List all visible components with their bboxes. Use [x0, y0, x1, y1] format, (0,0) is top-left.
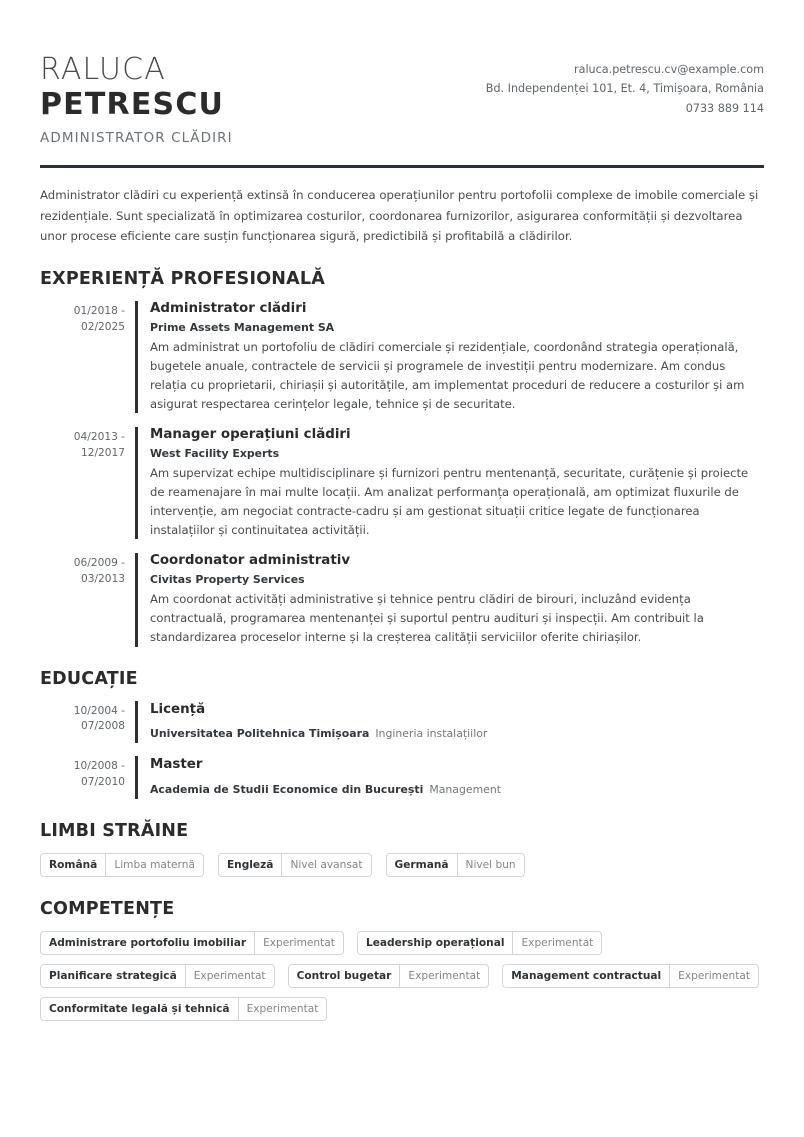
date-start: 01/2018 - [73, 305, 125, 318]
language-name: Germană [394, 858, 449, 871]
timeline-bar [135, 701, 138, 744]
entry-dates [40, 301, 135, 413]
first-name: RALUCA [40, 52, 166, 87]
language-chip [218, 853, 372, 877]
date-end: 12/2017 [80, 446, 125, 459]
contact-address: Bd. Independenței 101, Et. 4, Timișoara, România [485, 82, 764, 96]
language-chip [386, 853, 525, 877]
skill-chip-list [40, 931, 764, 1021]
experience-entry [40, 553, 764, 646]
skill-level: Experimentat [254, 932, 343, 954]
language-level: Nivel avansat [281, 854, 370, 876]
language-name: Engleză [226, 858, 274, 871]
skill-chip [40, 997, 327, 1021]
education-entry [40, 756, 764, 799]
cv-header [40, 40, 764, 146]
education-detail-line [150, 778, 764, 799]
entry-dates [40, 701, 135, 744]
experience-entry [40, 427, 764, 539]
date-end: 03/2013 [80, 572, 125, 585]
education-institution: Academia de Studii Economice din București [150, 782, 424, 796]
date-start: 10/2004 - [73, 704, 125, 717]
entry-description: Am supervizat echipe multidisciplinare și furnizori pentru mentenanță, securitate, curățenie și proiecte de reamenajare în mai multe locații. Am analizat performanța operațională, am optimizat fluxurile de intervenție, am negociat contracte-cadru și am gestionat situații critice legate de funcționarea instalațiilor și continuitatea activității. [150, 466, 749, 537]
skill-level: Experimentat [238, 998, 327, 1020]
entry-description: Am administrat un portofoliu de clădiri comerciale și rezidențiale, coordonând strategia operațională, bugetele anuale, contractele de servicii și programele de investiții pentru modernizare. Am condus relația cu proprietarii, chiriașii și autoritățile, am implementat proceduri de reducere a costurilor și am asigurat respectarea cerințelor legale, tehnice și de securitate. [150, 340, 745, 411]
skill-chip [40, 964, 275, 988]
experience-entry [40, 301, 764, 413]
education-institution: Universitatea Politehnica Timișoara [150, 727, 370, 741]
section-title-skills: COMPETENȚE [40, 898, 175, 919]
skill-name: Conformitate legală și tehnică [49, 1002, 230, 1015]
skill-name: Planificare strategică [49, 969, 177, 982]
education-degree: Master [150, 757, 203, 773]
entry-dates [40, 756, 135, 799]
date-end: 02/2025 [80, 320, 125, 333]
skill-chip [288, 964, 490, 988]
section-title-experience: EXPERIENȚĂ PROFESIONALĂ [40, 269, 325, 290]
entry-body [150, 701, 764, 744]
identity-block [40, 52, 233, 146]
language-level: Nivel bun [457, 854, 524, 876]
header-divider [40, 165, 764, 168]
entry-body [150, 301, 764, 413]
entry-role: Manager operațiuni clădiri [150, 427, 351, 443]
entry-role: Coordonator administrativ [150, 553, 351, 569]
date-end: 07/2008 [80, 719, 125, 732]
language-chip [40, 853, 204, 877]
entry-body [150, 553, 764, 646]
education-field: Ingineria instalațiilor [375, 727, 488, 741]
date-start: 10/2008 - [73, 760, 125, 773]
language-name: Română [49, 858, 98, 871]
skill-name: Control bugetar [296, 969, 392, 982]
entry-organization: Prime Assets Management SA [150, 321, 335, 335]
education-degree: Licență [150, 701, 206, 717]
skill-name: Administrare portofoliu imobiliar [49, 936, 247, 949]
education-field: Management [429, 782, 502, 796]
entry-body [150, 756, 764, 799]
entry-role: Administrator clădiri [150, 301, 307, 317]
professional-summary: Administrator clădiri cu experiență extinsă în conducerea operațiunilor pentru portofolii complexe de imobile comerciale și rezidențiale. Sunt specializată în optimizarea costurilor, coordonarea furnizorilor, asigurarea conformității și dezvoltarea unor procese eficiente care susțin funcționarea sigură, predictibilă și profitabilă a clădirilor. [40, 187, 759, 244]
job-title: ADMINISTRATOR CLĂDIRI [40, 129, 233, 146]
timeline-bar [135, 756, 138, 799]
skill-name: Leadership operațional [365, 936, 505, 949]
section-title-languages: LIMBI STRĂINE [40, 820, 189, 841]
education-entry [40, 701, 764, 744]
skill-chip [502, 964, 759, 988]
timeline-bar [135, 553, 138, 646]
entry-organization: Civitas Property Services [150, 573, 305, 587]
entry-dates [40, 427, 135, 539]
timeline-bar [135, 427, 138, 539]
entry-dates [40, 553, 135, 646]
entry-organization: West Facility Experts [150, 447, 280, 461]
timeline-bar [135, 301, 138, 413]
contact-email: raluca.petrescu.cv@example.com [573, 63, 764, 76]
last-name: PETRESCU [40, 87, 225, 123]
skill-chip [357, 931, 602, 955]
entry-body [150, 427, 764, 539]
section-skills [40, 899, 764, 1021]
date-end: 07/2010 [80, 775, 125, 788]
skill-level: Experimentat [399, 965, 488, 987]
contact-phone: 0733 889 114 [685, 101, 764, 115]
entry-description: Am coordonat activități administrative și tehnice pentru clădiri de birouri, incluzând evidența contractuală, programarea mentenanței și suportul pentru audituri și inspecții. Am contribuit la standardizarea proceselor interne și la creșterea calității serviciilor oferite chiriașilor. [150, 592, 704, 644]
date-start: 06/2009 - [73, 557, 125, 570]
section-languages [40, 821, 764, 877]
contact-block [486, 52, 764, 118]
language-chip-list [40, 853, 764, 877]
section-title-education: EDUCAȚIE [40, 668, 138, 689]
skill-name: Management contractual [511, 969, 662, 982]
date-start: 04/2013 - [73, 431, 125, 444]
education-detail-line [150, 722, 764, 743]
section-experience [40, 269, 764, 646]
skill-chip [40, 931, 344, 955]
section-education [40, 669, 764, 799]
skill-level: Experimentat [669, 965, 758, 987]
skill-level: Experimentat [185, 965, 274, 987]
skill-level: Experimentat [512, 932, 601, 954]
language-level: Limba maternă [105, 854, 203, 876]
